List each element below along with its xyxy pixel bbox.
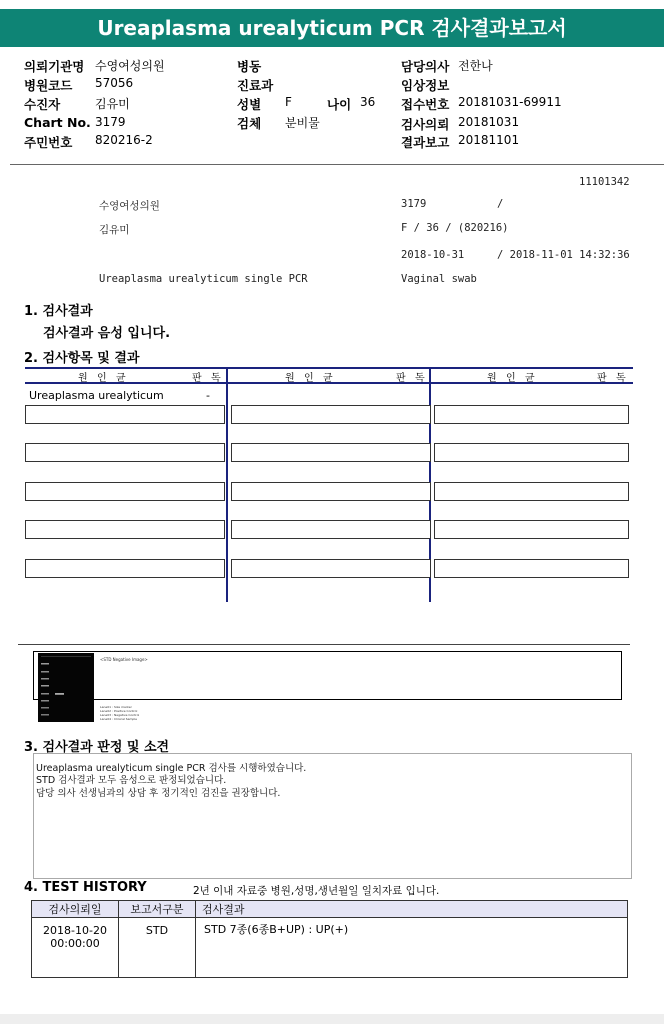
result-box xyxy=(231,482,431,501)
hospital-code-value: 57056 xyxy=(95,76,134,90)
result-box xyxy=(25,482,225,501)
history-date-cell xyxy=(32,918,119,978)
request-label: 검사의뢰 xyxy=(401,117,450,132)
history-type: STD xyxy=(119,918,196,978)
result-box xyxy=(25,559,225,578)
age-label: 나이 xyxy=(327,97,352,112)
detail-specimen: Vaginal swab xyxy=(401,273,477,285)
report-value: 20181101 xyxy=(458,133,520,147)
result-box xyxy=(231,520,431,539)
dept-label: 진료과 xyxy=(237,78,274,93)
result-box xyxy=(434,520,629,539)
detail-institution: 수영여성의원 xyxy=(99,200,160,212)
col-report-type: 보고서구분 xyxy=(119,901,196,918)
history-time: 00:00:00 xyxy=(50,937,100,950)
detail-slash: / xyxy=(497,198,504,210)
specimen-value: 분비물 xyxy=(285,116,320,130)
sex-label: 성별 xyxy=(237,97,262,112)
institution-value: 수영여성의원 xyxy=(95,59,165,73)
detail-chart: 3179 xyxy=(401,198,427,210)
section1-result: 검사결과 음성 입니다. xyxy=(43,326,171,341)
col-result: 검사결과 xyxy=(196,901,628,918)
receipt-label: 접수번호 xyxy=(401,97,450,112)
ssn-value: 820216-2 xyxy=(95,133,153,147)
detail-date-receipt: 2018-10-31 xyxy=(401,249,465,261)
chart-value: 3179 xyxy=(95,115,126,129)
result-box xyxy=(434,443,629,462)
history-date: 2018-10-20 xyxy=(43,924,107,937)
result-box xyxy=(25,405,225,424)
ward-label: 병동 xyxy=(237,59,262,74)
result-box xyxy=(25,443,225,462)
col-header-pathogen-1: 원 인 균 xyxy=(78,373,127,384)
result-box xyxy=(231,405,431,424)
col-header-pathogen-3: 원 인 균 xyxy=(487,373,536,384)
pathogen-name: Ureaplasma urealyticum xyxy=(29,389,164,402)
detail-patient: 김유미 xyxy=(99,224,130,236)
result-box xyxy=(25,520,225,539)
gel-caption: <STD Negative Image> xyxy=(100,657,148,662)
section2-title: 2. 검사항목 및 결과 xyxy=(24,351,140,366)
result-box xyxy=(231,443,431,462)
result-box xyxy=(434,559,629,578)
section-divider xyxy=(18,644,630,645)
section1-title: 1. 검사결과 xyxy=(24,304,93,319)
sex-value: F xyxy=(285,95,292,109)
chart-label: Chart No. xyxy=(24,115,91,130)
ssn-label: 주민번호 xyxy=(24,135,73,150)
gel-legend-4: Lane04 : Clinical Sample xyxy=(100,717,138,721)
comment-line-2: STD 검사결과 모두 음성으로 판정되었습니다. xyxy=(36,775,227,786)
detail-code: 11101342 xyxy=(579,176,630,188)
result-box xyxy=(231,559,431,578)
col-header-judgment-3: 판 독 xyxy=(597,373,627,384)
header-divider xyxy=(10,164,664,165)
gel-electrophoresis-image xyxy=(38,653,94,722)
col-request-date: 검사의뢰일 xyxy=(32,901,119,918)
specimen-label: 검체 xyxy=(237,116,262,131)
history-note: 2년 이내 자료중 병원,성명,생년월일 일치자료 입니다. xyxy=(193,885,440,897)
result-box xyxy=(434,482,629,501)
gel-legend-2: Lane02 : Positive Control xyxy=(100,709,138,713)
col-header-judgment-1: 판 독 xyxy=(192,373,222,384)
pathogen-result: - xyxy=(206,389,210,402)
comment-line-3: 담당 의사 선생님과의 상담 후 정기적인 검진을 권장합니다. xyxy=(36,788,281,799)
section3-title: 3. 검사결과 판정 및 소견 xyxy=(24,740,170,755)
detail-date-report: / 2018-11-01 14:32:36 xyxy=(497,249,630,261)
doctor-value: 전한나 xyxy=(458,59,493,73)
history-result: STD 7종(6종B+UP) : UP(+) xyxy=(196,918,628,978)
result-table-divider-1 xyxy=(226,367,228,602)
clinical-label: 임상정보 xyxy=(401,78,450,93)
gel-legend-3: Lane03 : Negative Control xyxy=(100,713,140,717)
test-history-table xyxy=(31,900,628,978)
report-title: Ureaplasma urealyticum PCR 검사결과보고서 xyxy=(0,9,664,47)
patient-value: 김유미 xyxy=(95,97,130,111)
result-box xyxy=(434,405,629,424)
detail-test-name: Ureaplasma urealyticum single PCR xyxy=(99,273,308,285)
section4-title: 4. TEST HISTORY xyxy=(24,880,147,895)
comment-line-1: Ureaplasma urealyticum single PCR 검사를 시행하였습니다. xyxy=(36,763,307,774)
institution-label: 의뢰기관명 xyxy=(24,59,85,74)
detail-sex-age: F / 36 / (820216) xyxy=(401,222,509,234)
hospital-code-label: 병원코드 xyxy=(24,78,73,93)
receipt-value: 20181031-69911 xyxy=(458,95,562,109)
doctor-label: 담당의사 xyxy=(401,59,450,74)
age-value: 36 xyxy=(360,95,376,109)
col-header-pathogen-2: 원 인 균 xyxy=(285,373,334,384)
col-header-judgment-2: 판 독 xyxy=(396,373,426,384)
table-header-row xyxy=(32,901,628,918)
gel-legend-1: Lane01 : Size marker xyxy=(100,705,132,709)
patient-label: 수진자 xyxy=(24,97,61,112)
request-value: 20181031 xyxy=(458,115,520,129)
report-label: 결과보고 xyxy=(401,135,450,150)
table-row xyxy=(32,918,628,978)
